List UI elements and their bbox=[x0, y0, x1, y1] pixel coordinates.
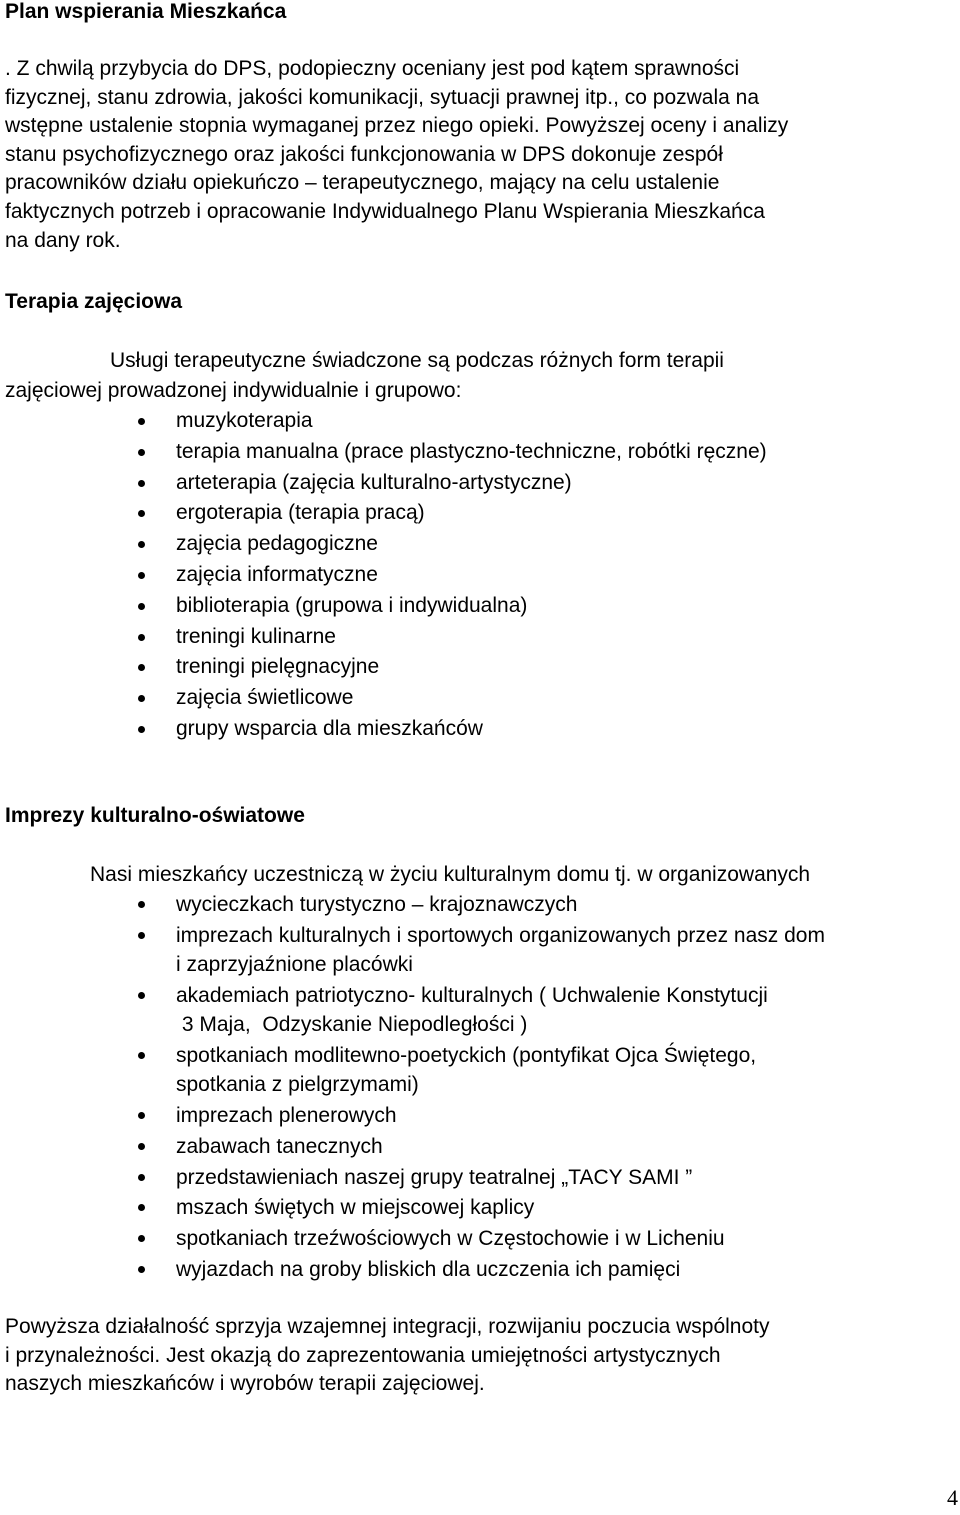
therapy-list-item bbox=[0, 652, 960, 683]
events-closing-line-3: naszych mieszkańców i wyrobów terapii zajęciowej. bbox=[5, 1372, 485, 1396]
therapy-list-item bbox=[0, 622, 960, 653]
events-item-text: akademiach patriotyczno- kulturalnych ( Uchwalenie Konstytucji bbox=[176, 983, 768, 1007]
events-intro-line: Nasi mieszkańcy uczestniczą w życiu kulturalnym domu tj. w organizowanych bbox=[90, 863, 811, 886]
events-item-text: wycieczkach turystyczno – krajoznawczych bbox=[176, 893, 578, 916]
therapy-item-text: terapia manualna (prace plastyczno-techniczne, robótki ręczne) bbox=[176, 439, 767, 463]
therapy-item-text: zajęcia świetlicowe bbox=[176, 686, 354, 710]
bullet-icon bbox=[138, 480, 145, 487]
plan-line-4: stanu psychofizycznego oraz jakości funkcjonowania w DPS dokonuje zespół bbox=[5, 142, 723, 166]
bullet-icon bbox=[138, 726, 145, 733]
events-list-item bbox=[0, 1132, 960, 1161]
therapy-list-item bbox=[0, 591, 960, 622]
bullet-icon bbox=[138, 1204, 145, 1211]
therapy-intro bbox=[5, 346, 955, 406]
events-item-text-cont: i zaprzyjaźnione placówki bbox=[176, 953, 413, 977]
therapy-item-text: ergoterapia (terapia pracą) bbox=[176, 501, 425, 525]
therapy-item-text: zajęcia informatyczne bbox=[176, 562, 378, 586]
events-item-text: imprezach kulturalnych i sportowych organizowanych przez nasz dom bbox=[176, 923, 825, 947]
events-list-item bbox=[0, 890, 960, 919]
events-list-item bbox=[0, 981, 960, 1040]
events-closing-line-1: Powyższa działalność sprzyja wzajemnej integracji, rozwijaniu poczucia wspólnoty bbox=[5, 1315, 770, 1338]
bullet-icon bbox=[138, 510, 145, 517]
events-closing-line-2: i przynależności. Jest okazją do zaprezentowania umiejętności artystycznych bbox=[5, 1343, 721, 1367]
events-item-text: mszach świętych w miejscowej kaplicy bbox=[176, 1196, 535, 1220]
bullet-icon bbox=[138, 1266, 145, 1273]
page-number: 4 bbox=[947, 1485, 958, 1510]
events-item-text: spotkaniach trzeźwościowych w Częstochowie i w Licheniu bbox=[176, 1227, 725, 1251]
section-title-plan: Plan wspierania Mieszkańca bbox=[5, 0, 287, 23]
plan-line-1: . Z chwilą przybycia do DPS, podopieczny oceniany jest pod kątem sprawności bbox=[5, 57, 740, 80]
plan-line-2: fizycznej, stanu zdrowia, jakości komunikacji, sytuacji prawnej itp., co pozwala na bbox=[5, 85, 760, 109]
bullet-icon bbox=[138, 992, 145, 999]
bullet-icon bbox=[138, 418, 145, 425]
events-list-item bbox=[0, 1224, 960, 1253]
plan-line-3: wstępne ustalenie stopnia wymaganej przez niego opieki. Powyższej oceny i analizy bbox=[5, 114, 789, 138]
events-list-item bbox=[0, 921, 960, 980]
events-item-text: spotkaniach modlitewno-poetyckich (pontyfikat Ojca Świętego, bbox=[176, 1043, 757, 1067]
events-list-item bbox=[0, 1255, 960, 1284]
therapy-item-text: muzykoterapia bbox=[176, 409, 313, 432]
plan-line-6: faktycznych potrzeb i opracowanie Indywidualnego Planu Wspierania Mieszkańca bbox=[5, 199, 765, 223]
events-closing-paragraph bbox=[5, 1313, 955, 1399]
therapy-intro-line-1: Usługi terapeutyczne świadczone są podczas różnych form terapii bbox=[110, 349, 724, 372]
therapy-item-text: treningi kulinarne bbox=[176, 624, 336, 648]
events-intro bbox=[90, 860, 956, 890]
therapy-list-item bbox=[0, 498, 960, 529]
therapy-item-text: treningi pielęgnacyjne bbox=[176, 655, 380, 679]
therapy-item-text: biblioterapia (grupowa i indywidualna) bbox=[176, 593, 528, 617]
therapy-intro-line-2: zajęciowej prowadzonej indywidualnie i grupowo: bbox=[5, 379, 462, 402]
bullet-icon bbox=[138, 1174, 145, 1181]
events-list bbox=[0, 890, 960, 1286]
bullet-icon bbox=[138, 449, 145, 456]
events-list-item bbox=[0, 1101, 960, 1130]
events-item-text-cont: spotkania z pielgrzymami) bbox=[176, 1073, 419, 1097]
therapy-list-item bbox=[0, 560, 960, 591]
bullet-icon bbox=[138, 603, 145, 610]
therapy-list-item bbox=[0, 468, 960, 499]
plan-paragraph bbox=[5, 55, 955, 255]
therapy-item-text: arteterapia (zajęcia kulturalno-artystyczne) bbox=[176, 470, 572, 494]
bullet-icon bbox=[138, 572, 145, 579]
bullet-icon bbox=[138, 1112, 145, 1119]
bullet-icon bbox=[138, 664, 145, 671]
events-item-text: imprezach plenerowych bbox=[176, 1104, 397, 1128]
events-list-item bbox=[0, 1163, 960, 1192]
plan-line-5: pracowników działu opiekuńczo – terapeutycznego, mający na celu ustalenie bbox=[5, 171, 720, 195]
therapy-list-item bbox=[0, 714, 960, 745]
therapy-list-item bbox=[0, 406, 960, 437]
bullet-icon bbox=[138, 1143, 145, 1150]
bullet-icon bbox=[138, 1235, 145, 1242]
therapy-item-text: grupy wsparcia dla mieszkańców bbox=[176, 716, 483, 740]
therapy-list bbox=[0, 406, 960, 745]
section-title-events: Imprezy kulturalno-oświatowe bbox=[5, 804, 305, 827]
events-list-item bbox=[0, 1193, 960, 1222]
bullet-icon bbox=[138, 1052, 145, 1059]
events-item-text-cont: 3 Maja, Odzyskanie Niepodległości ) bbox=[176, 1013, 528, 1037]
therapy-list-item bbox=[0, 683, 960, 714]
bullet-icon bbox=[138, 901, 145, 908]
therapy-item-text: zajęcia pedagogiczne bbox=[176, 532, 378, 556]
events-item-text: przedstawieniach naszej grupy teatralnej „TACY SAMI ” bbox=[176, 1165, 693, 1189]
therapy-list-item bbox=[0, 529, 960, 560]
therapy-list-item bbox=[0, 437, 960, 468]
plan-line-7: na dany rok. bbox=[5, 228, 121, 252]
events-item-text: wyjazdach na groby bliskich dla uczczenia ich pamięci bbox=[176, 1258, 681, 1282]
bullet-icon bbox=[138, 695, 145, 702]
bullet-icon bbox=[138, 932, 145, 939]
section-title-therapy: Terapia zajęciowa bbox=[5, 290, 183, 313]
bullet-icon bbox=[138, 634, 145, 641]
events-item-text: zabawach tanecznych bbox=[176, 1134, 383, 1158]
bullet-icon bbox=[138, 541, 145, 548]
events-list-item bbox=[0, 1041, 960, 1100]
